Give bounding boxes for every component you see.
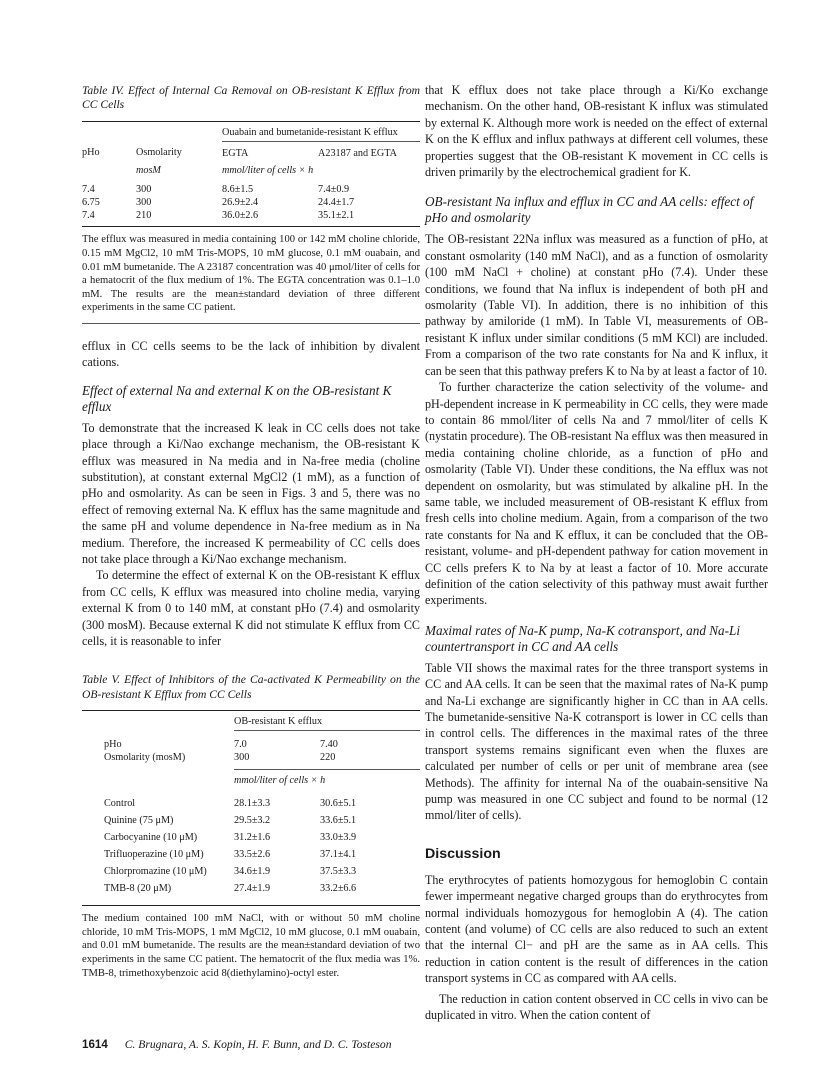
table-row: 6.75 300 26.9±2.4 24.4±1.7 xyxy=(82,197,355,209)
table-4-col-pho: pHo xyxy=(82,147,100,159)
body-paragraph: The erythrocytes of patients homozygous for hemoglobin C contain fewer impermeant negative charged groups than do erythrocytes from normal individuals homozygous for hemoglobin A (4). The cation content (and volume) of CC cells are also reduced to such an extent that the internal Cl− and pH are the same as in AA cells. This reduction in cation content is the result of differences in the cation transport systems in CC as compared with AA cells. xyxy=(425,872,768,986)
table-row: 7.4 210 36.0±2.6 35.1±2.1 xyxy=(82,210,355,222)
section-heading: OB-resistant Na influx and efflux in CC and AA cells: effect of pHo and osmolarity xyxy=(425,194,754,226)
table-row: Trifluoperazine (10 μM) 33.5±2.6 37.1±4.1 xyxy=(104,849,357,861)
body-paragraph: To determine the effect of external K on the OB-resistant K efflux from CC cells, K efflux was measured into choline media, varying external K from 0 to 140 mM, at constant pHo (7.4) and osmolarity (300 mosM). Because external K did not stimulate K efflux from CC cells, it is reasonable to infer xyxy=(82,568,420,648)
section-heading: Effect of external Na and external K on the OB-resistant K efflux xyxy=(82,382,392,414)
footer-authors: C. Brugnara, A. S. Kopin, H. F. Bunn, and D. C. Tosteson xyxy=(124,1038,392,1051)
table-5-unit: mmol/liter of cells × h xyxy=(234,770,420,788)
table-4-col-egta: EGTA xyxy=(222,147,249,159)
body-paragraph: efflux in CC cells seems to be the lack of inhibition by divalent cations. xyxy=(82,338,420,370)
table-row: Chlorpromazine (10 μM) 34.6±1.9 37.5±3.3 xyxy=(104,866,357,878)
table-5-bottom-rule xyxy=(82,905,420,906)
table-4-unit-osm: mosM xyxy=(136,165,161,177)
table-4-col-osm: Osmolarity xyxy=(136,147,182,159)
section-heading-discussion: Discussion xyxy=(425,845,501,862)
table-4-footnote-rule xyxy=(82,323,420,324)
body-paragraph: Table VII shows the maximal rates for the three transport systems in CC and AA cells. It can be seen that the maximal rates of Na-K pump and Na-Li exchange are significantly higher in CC than in AA cells. The bumetanide-sensitive Na-K cotransport is lower in CC cells than in control cells. The differences in the maximal rates of the three transport systems remains significant even when the fluxes are calculated per number of cells or per unit of membrane area (see Methods). The affinity for internal Na of the ouabain-sensitive Na pump was measured in one CC subject and found to be normal (12 mmol/liter of cells). xyxy=(425,660,768,823)
table-4-unit-flux: mmol/liter of cells × h xyxy=(222,165,314,177)
page-number: 1614 xyxy=(82,1038,108,1051)
body-paragraph: The reduction in cation content observed in CC cells in vivo can be duplicated in vitro. When the cation content of xyxy=(425,991,768,1023)
table-5-label-osm: Osmolarity (mosM) xyxy=(104,752,186,764)
table-4-footnote: The efflux was measured in media containing 100 or 142 mM choline chloride, 0.15 mM MgCl2, 10 mM Tris-MOPS, 10 mM glucose, 0.1 mM ouabain, and 0.01 mM bumetanide. The A 23187 concentration was 40 μmol/liter of cells for a hematocrit of the flux medium of 1%. The EGTA concentration was 0.1–1.0 mM. The results are the mean±standard deviation of three different experiments in the same CC patient. xyxy=(82,234,420,314)
right-column xyxy=(425,82,768,1024)
section-heading: Maximal rates of Na-K pump, Na-K cotransport, and Na-Li countertransport in CC and AA cells xyxy=(425,622,741,654)
table-5 xyxy=(82,673,420,980)
body-paragraph: To demonstrate that the increased K leak in CC cells does not take place through a Ki/Nao exchange mechanism, the OB-resistant K efflux was measured in Na media and in Na-free media (choline substitution), at constant external MgCl2 (1 mM), as a function of pHo and osmolarity. As can be seen in Figs. 3 and 5, there was no effect of removing external Na. K efflux has the same magnitude and the same pH and volume dependence in Na-free medium as in Na medium. Therefore, the increased K permeability of CC cells does not take place through a Ki/Nao exchange mechanism. xyxy=(82,420,420,566)
table-5-footnote: The medium contained 100 mM NaCl, with or without 50 mM choline chloride, 10 mM Tris-MOPS, 1 mM MgCl2, 10 mM glucose, 0.1 mM ouabain, and 0.01 mM bumetanide. The results are the mean±standard deviation of two experiments in the same CC patient. The hematocrit of the flux media was 1%. TMB-8, trimethoxybenzoic acid 8(diethylamino)-octyl ester. xyxy=(82,913,420,979)
table-4-top-rule xyxy=(82,121,420,122)
table-5-top-rule xyxy=(82,710,420,711)
table-4-grid xyxy=(82,126,420,223)
page-footer xyxy=(82,1038,392,1051)
table-5-caption: Table V. Effect of Inhibitors of the Ca-activated K Permeability on the OB-resistant K Efflux from CC Cells xyxy=(82,673,420,701)
table-row: Quinine (75 μM) 29.5±3.2 33.6±5.1 xyxy=(104,815,357,827)
table-row: TMB-8 (20 μM) 27.4±1.9 33.2±6.6 xyxy=(104,883,357,895)
table-4-caption: Table IV. Effect of Internal Ca Removal on OB-resistant K Efflux from CC Cells xyxy=(82,84,420,112)
table-4 xyxy=(82,84,420,324)
table-4-col-a23: A23187 and EGTA xyxy=(318,147,397,159)
body-paragraph: that K efflux does not take place through a Ki/Ko exchange mechanism. On the other hand, OB-resistant K influx was stimulated by external K. Although more work is needed on the effect of external K on the K efflux and influx pathways at different cell volumes, these properties suggest that the OB-resistant K movement in CC cells is driven primarily by the electrochemical gradient for K. xyxy=(425,83,768,180)
table-5-group-header: OB-resistant K efflux xyxy=(234,715,420,731)
left-column xyxy=(82,84,420,980)
table-row: 7.4 300 8.6±1.5 7.4±0.9 xyxy=(82,184,350,196)
table-row: Control 28.1±3.3 30.6±5.1 xyxy=(104,798,357,810)
table-5-label-ph: pHo xyxy=(104,738,122,750)
table-5-grid: OB-resistant K efflux pHo 7.0 7.40 Osmolarity (mosM) 300 220 mmol/liter of cells × h Control 28.1±3.3 30.6±5.1 Quinine (75 μM) 29.5±3.2 33.6±5.1 Carbocyanine (10 μM) 31.2±1.6 33.0±3.9 Trifluoperazine (10 μM) 33.5±2.6 37.1±4.1 Chlorpromazine (10 μM) 34.6±1.9 37.5±3.3 TMB-8 (20 μM) 27.4±1.9 33.2±6.6 xyxy=(82,715,420,899)
table-row: Carbocyanine (10 μM) 31.2±1.6 33.0±3.9 xyxy=(104,832,357,844)
body-paragraph: To further characterize the cation selectivity of the volume- and pH-dependent increase in K permeability in CC cells, they were made to contain 86 mmol/liter of cells Na and 7 mmol/liter of cells K (nystatin procedure). The OB-resistant Na efflux was then measured in media containing choline chloride, as a function of pHo and osmolarity (Table VI). Under these conditions, the Na efflux was not dependent on osmolarity, but was stimulated by alkaline pH. In the same table, we included measurement of OB-resistant K efflux from fresh cells into choline medium. Again, from a comparison of the two rate constants for Na and K efflux, it can be concluded that the OB-resistant, volume- and pH-dependent pathway for cation movement in CC cells prefers K to Na by at least a factor of 10. More accurate definition of the cation selectivity of this pathway must await further experiments. xyxy=(425,380,768,608)
table-4-group-header: Ouabain and bumetanide-resistant K efflux xyxy=(222,126,420,142)
body-paragraph: The OB-resistant 22Na influx was measured as a function of pHo, at constant osmolarity (140 mM NaCl), and as a function of osmolarity (100 mM NaCl + choline) at constant pHo (7.4). Under these conditions, we found that Na influx is independent of both pH and osmolarity (Table VI). In addition, there is no inhibition of this pathway by amiloride (1 mM). In Table VI, measurements of OB-resistant K influx under similar conditions (5 mM KCl) are included. From a comparison of the two rate constants for Na and K influx, it can be seen that this pathway prefers K to Na by at least a factor of 10. xyxy=(425,232,768,378)
table-4-bottom-rule xyxy=(82,226,420,227)
